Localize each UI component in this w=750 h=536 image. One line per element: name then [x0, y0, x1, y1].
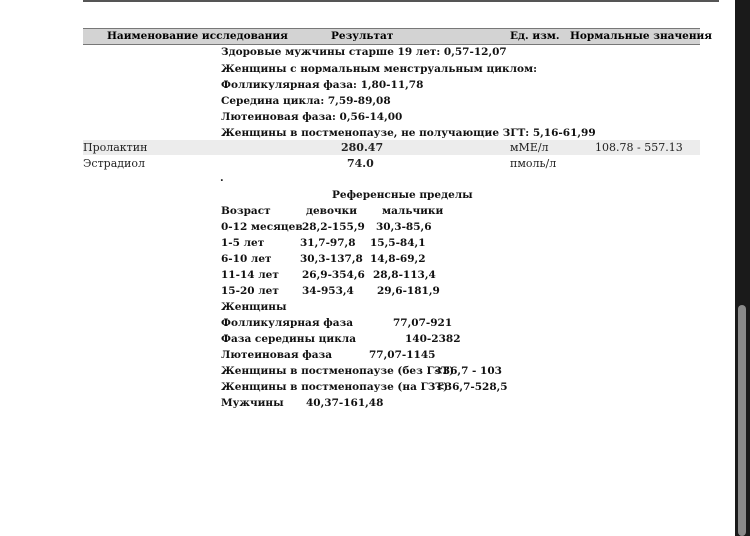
- women-value: 40,37-161,48: [306, 397, 384, 409]
- row-unit: мМЕ/л: [510, 141, 549, 154]
- ref-girls: 34-953,4: [302, 285, 354, 297]
- top-rule: [83, 0, 719, 2]
- women-value: <36,7 - 103: [434, 365, 502, 377]
- ref-age: 15-20 лет: [221, 285, 279, 297]
- row-unit: пмоль/л: [510, 157, 557, 170]
- ref-age: 1-5 лет: [221, 237, 265, 249]
- lh-note: Середина цикла: 7,59-89,08: [221, 95, 391, 107]
- lh-note: Лютеиновая фаза: 0,56-14,00: [221, 111, 403, 123]
- ref-boys: 15,5-84,1: [370, 237, 426, 249]
- ref-head-age: Возраст: [221, 205, 271, 217]
- ref-boys: 29,6-181,9: [377, 285, 440, 297]
- women-label: Женщины в постменопаузе (на ГЗТ): [221, 381, 449, 393]
- ref-age: 6-10 лет: [221, 253, 272, 265]
- ref-title: Референсные пределы: [332, 189, 473, 201]
- women-label: Фаза середины цикла: [221, 333, 357, 345]
- ref-girls: 30,3-137,8: [300, 253, 363, 265]
- women-label: Лютеиновая фаза: [221, 349, 333, 361]
- header-name: Наименование исследования: [107, 30, 288, 42]
- women-label: Женщины: [221, 301, 287, 313]
- row-result: 280.47: [341, 141, 384, 154]
- ref-boys: 28,8-113,4: [373, 269, 436, 281]
- lh-note: Фолликулярная фаза: 1,80-11,78: [221, 79, 424, 91]
- ref-boys: 30,3-85,6: [376, 221, 432, 233]
- row-name: Эстрадиол: [83, 157, 145, 170]
- ref-age: 11-14 лет: [221, 269, 279, 281]
- table-row: [83, 156, 700, 171]
- ref-age: 0-12 месяцев: [221, 221, 303, 233]
- women-value: 77,07-921: [393, 317, 453, 329]
- women-value: <36,7-528,5: [436, 381, 508, 393]
- ref-head-girls: девочки: [306, 205, 358, 217]
- ref-girls: 31,7-97,8: [300, 237, 356, 249]
- header-norm: Нормальные значения: [570, 30, 713, 42]
- ref-head-boys: мальчики: [382, 205, 444, 217]
- ref-girls: 28,2-155,9: [302, 221, 365, 233]
- women-label: Мужчины: [221, 397, 284, 409]
- header-unit: Ед. изм.: [510, 30, 560, 42]
- row-norm: 108.78 - 557.13: [595, 141, 683, 154]
- lh-note: Женщины в постменопаузе, не получающие ЗГТ: 5,16-61,99: [221, 127, 596, 139]
- women-label: Фолликулярная фаза: [221, 317, 354, 329]
- row-name: Пролактин: [83, 141, 148, 154]
- scrollbar-thumb[interactable]: [738, 305, 746, 536]
- women-label: Женщины в постменопаузе (без ГЗТ): [221, 365, 455, 377]
- row-result: 74.0: [347, 157, 374, 170]
- table-row: [83, 140, 700, 155]
- table-header: [83, 28, 713, 45]
- lh-note: Здоровые мужчины старше 19 лет: 0,57-12,07: [221, 46, 507, 58]
- women-value: 140-2382: [405, 333, 461, 345]
- lh-note: Женщины с нормальным менструальным циклом:: [221, 63, 537, 75]
- header-result: Результат: [331, 30, 394, 42]
- ref-boys: 14,8-69,2: [370, 253, 426, 265]
- dot-mark: .: [220, 172, 224, 184]
- women-value: 77,07-1145: [369, 349, 436, 361]
- ref-girls: 26,9-354,6: [302, 269, 365, 281]
